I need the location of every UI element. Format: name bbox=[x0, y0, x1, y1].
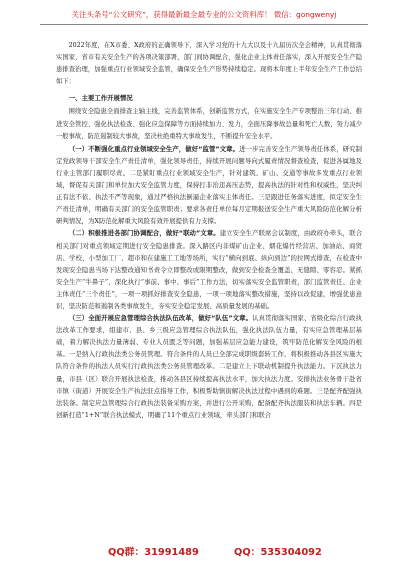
document-body bbox=[56, 40, 362, 540]
item-2-paragraph bbox=[56, 227, 362, 312]
header-banner-text: 关注头条号“公文研究”，获得最新最全最专业的公文资料库！ 微信：gongwenyj bbox=[71, 10, 337, 19]
item-2-body: 建立安全生产联席会议制度，由政府办牵头，联合相关部门对重点领域定期进行安全隐患排查。深入路区内非煤矿山企业、烟花爆竹经营店、加油站、商贸店、学校、小型加工厂、超市和在建施工工地等场所，实行“横向到底、纵向到边”的拉网式排查，在检查中发现安全隐患当场下达整改通知书责令立即整改或限期整改，做到安全检查全覆盖、无缝隙、零容忍。紧抓安全生产“牛鼻子”，深化执行“事前、事中、事后”工作方法，切实落实安全监管职责，部门监管责任、企业主体责任“三个责任”，一项一项抓好排查安全隐患，一项一项地落实整改措施，坚持以改促建，增强优患意识，坚决防范和遏制各类事故发生，夯实安全稳定发展、高质量发展的基础。 bbox=[56, 229, 362, 310]
item-3-title: （三）全面开展应急管理综合执法队伍改革，做好“队伍”文章。 bbox=[68, 314, 253, 323]
section-intro-paragraph: 围绕安全隐患全面排查主轴主线，完善监管体系，创新监管方式，在实施安全生产专项整治三年行动、推进安全管控、强化执法检查、强化应急保障等方面持续加力、发力，全面压降事故总量和死亡人数，努力减少一般事故，防范遏制较大事故，坚决杜绝重特大事故发生，不断提升安全水平。 bbox=[56, 108, 362, 140]
item-3-body: 认真贯彻落实国家、省级化综合行政执法改革工作要求，组建市、县、乡三级应急管理综合执法队伍，强化执法队伍力量，有实应急管理基层基础，着力解决执法力量薄弱、专业人员匮乏等问题，加强基层应急能力建设，筑牢防范化解安全风险的根基。一是纳入行政执法类公务员管理。符合条件的人员已全部完成职级套转工作，将积极推动各县区实施大队符合条件的执法人员实行行政执法类公务员管理改革。二是建立上下联动机制提升执法能力。下沉执法力量，市县（区）联合开展执法检查，推动各县区持续提高执法水平，加大执法力度。安排执法业务骨干赴省市镇（街道）开展安全生产执法驻点指导工作，积极帮助镇街解决执法过程中遇到的难题。三是配齐配强执法装备。制定应急管理综合行政执法装备采购方案，并进行公开采购，配备配齐执法服装和执法车辆。四是创新打造“1+N”联合执法模式，明确了11个重点行业领域，牵头部门和联合 bbox=[56, 314, 363, 419]
qq-contact: QQ：535304092 bbox=[234, 547, 322, 558]
item-2-title: （二）积极推进各部门协调配合，做好“联动”文章。 bbox=[68, 229, 220, 238]
item-1-title: （一）不断强化重点行业领域安全生产，做好“监管”文章。 bbox=[68, 144, 240, 153]
item-1-paragraph bbox=[56, 143, 362, 228]
section-heading: 一、主要工作开展情况 bbox=[68, 94, 133, 103]
page-footer bbox=[0, 544, 408, 560]
item-3-paragraph bbox=[56, 312, 362, 421]
intro-paragraph: 2022年度，在X市委、X政府的正确领导下，深入学习党的十九大以及十九届历次全会精神，认真贯彻落实国家、省市有关安全生产的各项决策部署，部门间协调配合，强化企业主体责任落实，深入开展安全生产隐患排查治理，加强重点行业领域安全监管，确保安全生产形势持续稳定。现将本年度上半年安全生产工作总结如下： bbox=[56, 42, 362, 86]
qq-group-contact: QQ群：31991489 bbox=[108, 547, 199, 558]
page-header bbox=[0, 0, 408, 34]
header-divider bbox=[40, 24, 368, 25]
item-1-body: 进一步完善安全生产领导责任体系，研究制定党政领导干部安全生产责任清单，强化领导责任，持续开展问题导向式履责情况督查检查，促进各属地及行业主管部门履职尽责。二是紧盯重点行业领域安全生产，针对建筑、矿山、交通等事故多发重点行业领域，督促有关部门和单位加大安全监管力度，保持打非治违高压态势，提高执法的针对性和权威性，坚决纠正有法不依、执法不严等现象，通过严格执法倒逼企业落实主体责任。三是跟进任务落实进度，拟定安全生产责任清单，明确有关部门的安全监管职责；要求各责任单位每月定期报送安全生产重大风险防范化解分析研判情况，为X防范化解重大风险有效开展提供有力支撑。 bbox=[56, 144, 363, 226]
